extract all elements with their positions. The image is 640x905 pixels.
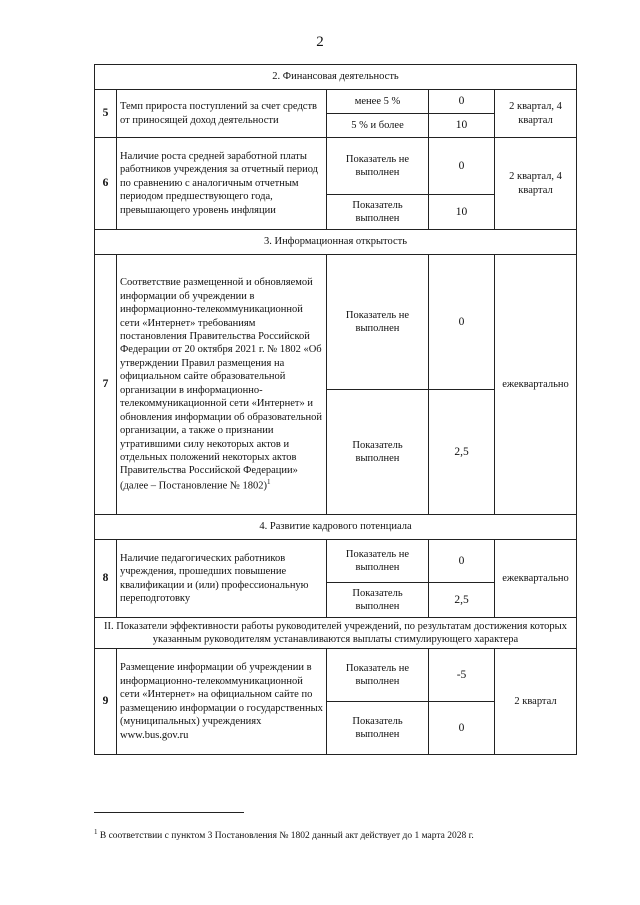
condition-cell: Показатель выполнен	[327, 390, 429, 515]
condition-cell: Показатель выполнен	[327, 583, 429, 618]
table-row	[95, 540, 577, 583]
criterion-cell: Наличие педагогических работников учреждения, прошедших повышение квалификации и (или) профессиональную переподготовку	[117, 540, 327, 618]
points-cell: 2,5	[429, 390, 495, 515]
condition-cell: Показатель не выполнен	[327, 138, 429, 195]
points-cell: 0	[429, 255, 495, 390]
footnote	[94, 828, 564, 841]
row-number: 8	[95, 540, 117, 618]
condition-cell: Показатель выполнен	[327, 195, 429, 230]
page-number: 2	[316, 34, 324, 50]
row-number: 9	[95, 649, 117, 755]
criterion-cell: Размещение информации об учреждении в информационно-телекоммуникационной сети «Интернет» на официальном сайте по размещению информации о государственных (муниципальных) учреждениях www.bus.gov.ru	[117, 649, 327, 755]
criterion-cell	[117, 255, 327, 515]
points-cell: -5	[429, 649, 495, 702]
criterion-cell: Наличие роста средней заработной платы работников учреждения за отчетный период по сравнению с аналогичным отчетным периодом предшествующего года, превышающего уровень инфляции	[117, 138, 327, 230]
points-cell: 10	[429, 195, 495, 230]
condition-cell: Показатель выполнен	[327, 702, 429, 755]
period-cell: ежеквартально	[495, 540, 577, 618]
section-heading-finance: 2. Финансовая деятельность	[95, 65, 577, 90]
section-heading-managers: II. Показатели эффективности работы руководителей учреждений, по результатам достижения которых указанным руководителям устанавливаются выплаты стимулирующего характера	[95, 618, 577, 649]
section-heading-openness: 3. Информационная открытость	[95, 230, 577, 255]
footnote-mark: 1	[94, 828, 98, 836]
condition-cell: Показатель не выполнен	[327, 649, 429, 702]
condition-cell: Показатель не выполнен	[327, 540, 429, 583]
points-cell: 0	[429, 90, 495, 114]
period-cell: 2 квартал	[495, 649, 577, 755]
points-cell: 2,5	[429, 583, 495, 618]
criterion-cell: Темп прироста поступлений за счет средств от приносящей доход деятельности	[117, 90, 327, 138]
points-cell: 10	[429, 114, 495, 138]
table-row	[95, 255, 577, 390]
table-row	[95, 90, 577, 114]
section-heading-personnel: 4. Развитие кадрового потенциала	[95, 515, 577, 540]
row-number: 7	[95, 255, 117, 515]
points-cell: 0	[429, 702, 495, 755]
period-cell: ежеквартально	[495, 255, 577, 515]
indicators-table	[94, 64, 577, 755]
footnote-text: В соответствии с пунктом 3 Постановления № 1802 данный акт действует до 1 марта 2028 г.	[99, 831, 474, 842]
footnote-reference: 1	[267, 477, 271, 486]
points-cell: 0	[429, 540, 495, 583]
period-cell: 2 квартал, 4 квартал	[495, 90, 577, 138]
footnote-separator	[94, 812, 244, 813]
table-row	[95, 138, 577, 195]
period-cell: 2 квартал, 4 квартал	[495, 138, 577, 230]
row-number: 6	[95, 138, 117, 230]
condition-cell: Показатель не выполнен	[327, 255, 429, 390]
condition-cell: менее 5 %	[327, 90, 429, 114]
criterion-text: Соответствие размещенной и обновляемой информации об учреждении в информационно-телекоммуникационной сети «Интернет» требованиям постановления Правительства Российской Федерации от 20 октября 2021 г. № 1802 «Об утверждении Правил размещения на официальном сайте образовательной организации в информационно-телекоммуникационной сети «Интернет» и обновления информации об образовательной организации, а также о признании утратившими силу некоторых актов и отдельных положений некоторых актов Правительства Российской Федерации» (далее – Постановление № 1802)	[120, 277, 323, 492]
table-row	[95, 649, 577, 702]
condition-cell: 5 % и более	[327, 114, 429, 138]
row-number: 5	[95, 90, 117, 138]
points-cell: 0	[429, 138, 495, 195]
